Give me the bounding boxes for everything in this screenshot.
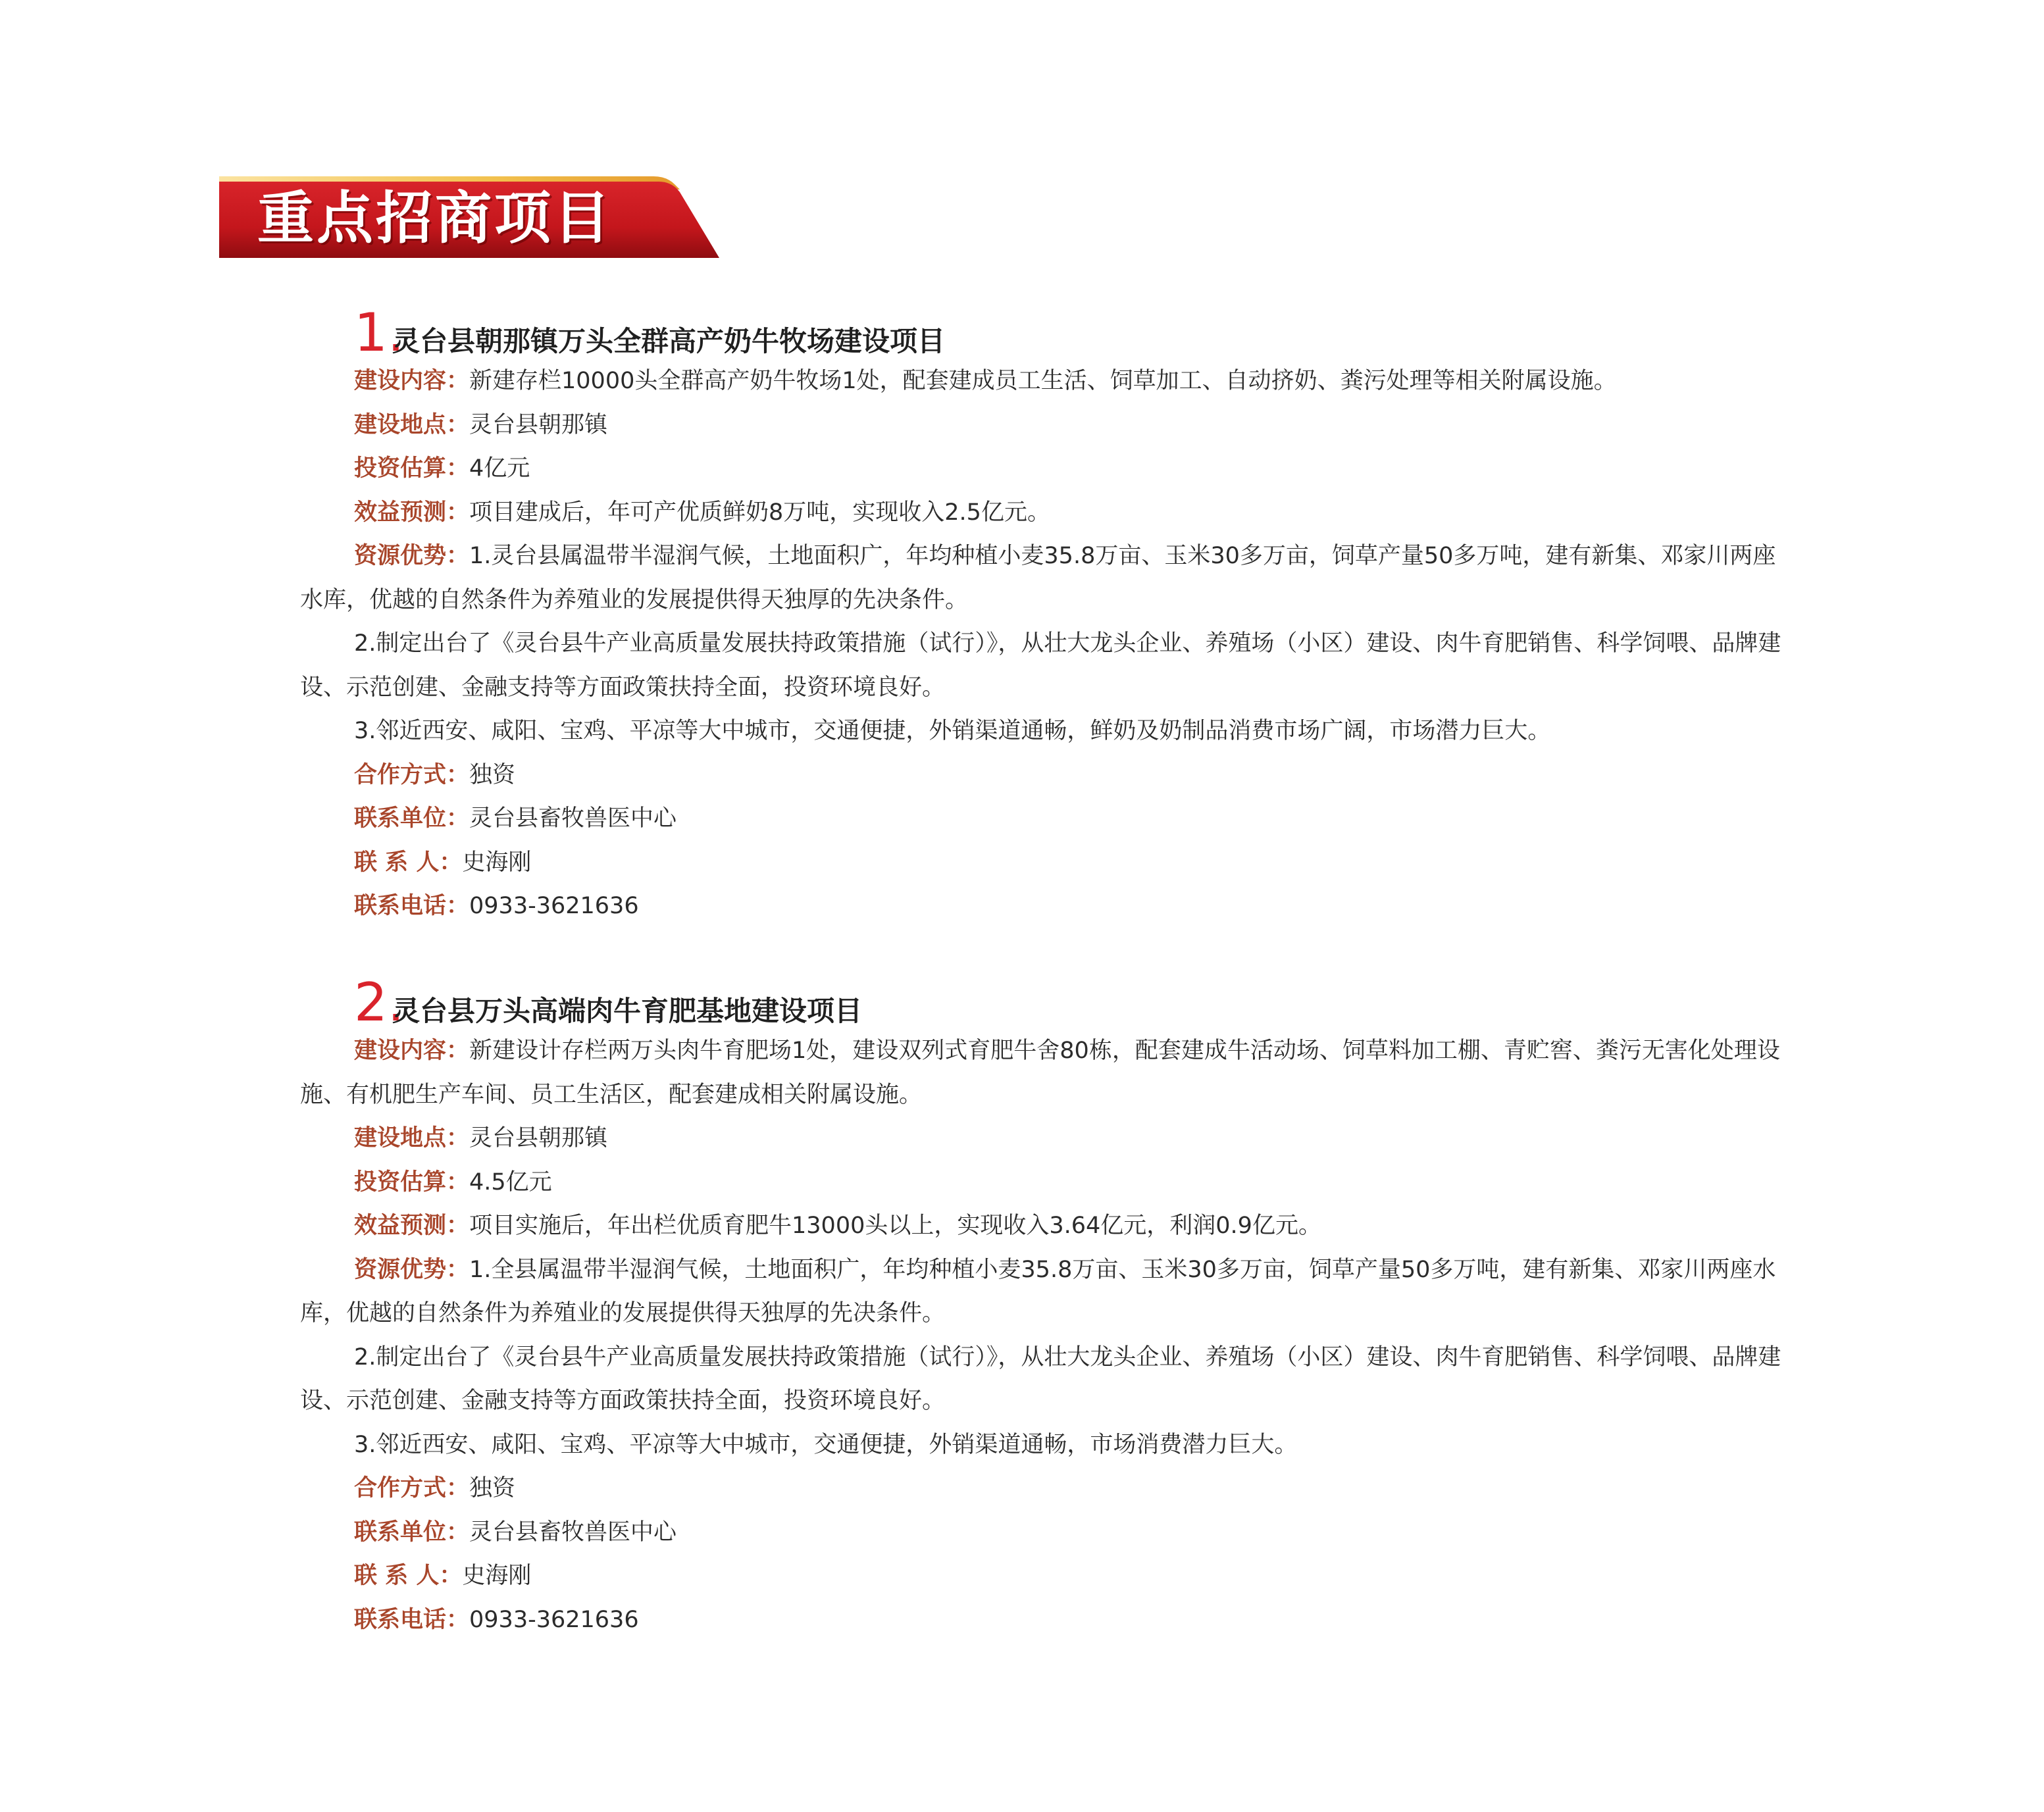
cooperation-label: 合作方式：: [354, 761, 470, 788]
cooperation-value: 独资: [469, 1475, 516, 1501]
phone-row: [300, 884, 1787, 928]
location-label: 建设地点：: [354, 1125, 470, 1151]
content-paragraph: [300, 1029, 1787, 1117]
benefit-label: 效益预测：: [354, 1213, 470, 1239]
investment-value: 4亿元: [469, 455, 530, 482]
advantage-value-1: 1.灵台县属温带半湿润气候，土地面积广，年均种植小麦35.8万亩、玉米30多万亩，饲草产量50多万吨，建有新集、邓家川两座水库，优越的自然条件为养殖业的发展提供得天独厚的先决条件。: [300, 543, 1776, 613]
investment-label: 投资估算：: [354, 1169, 470, 1195]
benefit-value: 项目建成后，年可产优质鲜奶8万吨，实现收入2.5亿元。: [469, 499, 1050, 526]
phone-value: 0933-3621636: [469, 893, 639, 919]
unit-value: 灵台县畜牧兽医中心: [469, 1519, 677, 1546]
advantage-paragraph-3: 3.邻近西安、咸阳、宝鸡、平凉等大中城市，交通便捷，外销渠道通畅，市场消费潜力巨大。: [354, 1431, 1298, 1458]
advantage-paragraph-1: [300, 534, 1787, 622]
advantage-label: 资源优势：: [354, 543, 470, 569]
phone-row: [300, 1598, 1787, 1642]
cooperation-row: [300, 753, 1787, 797]
location-value: 灵台县朝那镇: [469, 411, 608, 438]
person-label: 联 系 人：: [354, 1563, 463, 1589]
location-row: [300, 403, 1787, 447]
cooperation-label: 合作方式：: [354, 1475, 470, 1501]
section-banner: [219, 176, 722, 258]
project-2: [300, 972, 1787, 1642]
person-row: [300, 1554, 1787, 1598]
project-1: [300, 303, 1787, 928]
unit-label: 联系单位：: [354, 805, 470, 832]
location-row: [300, 1117, 1787, 1161]
person-value: 史海刚: [462, 849, 532, 876]
section-title: 重点招商项目: [257, 186, 613, 251]
content-label: 建设内容：: [354, 368, 470, 394]
advantage-paragraph-2: 2.制定出台了《灵台县牛产业高质量发展扶持政策措施（试行）》，从壮大龙头企业、养殖场（小区）建设、肉牛育肥销售、科学饲喂、品牌建设、示范创建、金融支持等方面政策扶持全面，投资环境良好。: [300, 1344, 1781, 1414]
content-value: 新建设计存栏两万头肉牛育肥场1处，建设双列式育肥牛舍80栋，配套建成牛活动场、饲草料加工棚、青贮窖、粪污无害化处理设施、有机肥生产车间、员工生活区，配套建成相关附属设施。: [300, 1038, 1780, 1108]
person-value: 史海刚: [462, 1563, 532, 1589]
benefit-row: [300, 1204, 1787, 1248]
content-value: 新建存栏10000头全群高产奶牛牧场1处，配套建成员工生活、饲草加工、自动挤奶、粪污处理等相关附属设施。: [469, 368, 1617, 394]
project-name: 灵台县朝那镇万头全群高产奶牛牧场建设项目: [392, 325, 946, 357]
unit-value: 灵台县畜牧兽医中心: [469, 805, 677, 832]
advantage-value-1: 1.全县属温带半湿润气候，土地面积广，年均种植小麦35.8万亩、玉米30多万亩，饲草产量50多万吨，建有新集、邓家川两座水库，优越的自然条件为养殖业的发展提供得天独厚的先决条件。: [300, 1256, 1776, 1326]
location-label: 建设地点：: [354, 411, 470, 438]
investment-label: 投资估算：: [354, 455, 470, 482]
project-name: 灵台县万头高端肉牛育肥基地建设项目: [392, 995, 863, 1027]
unit-label: 联系单位：: [354, 1519, 470, 1546]
unit-row: [300, 797, 1787, 841]
project-title: [354, 972, 1787, 1033]
advantage-paragraph-2: 2.制定出台了《灵台县牛产业高质量发展扶持政策措施（试行）》，从壮大龙头企业、养殖场（小区）建设、肉牛育肥销售、科学饲喂、品牌建设、示范创建、金融支持等方面政策扶持全面，投资环境良好。: [300, 630, 1781, 701]
phone-value: 0933-3621636: [469, 1606, 639, 1633]
advantage-label: 资源优势：: [354, 1256, 470, 1283]
project-title: [354, 302, 1787, 363]
investment-value: 4.5亿元: [469, 1169, 552, 1195]
investment-row: [300, 447, 1787, 491]
project-number: 1.: [354, 302, 405, 363]
project-number: 2.: [354, 972, 405, 1033]
phone-label: 联系电话：: [354, 893, 470, 919]
unit-row: [300, 1511, 1787, 1555]
cooperation-row: [300, 1467, 1787, 1511]
content-row: [300, 359, 1787, 403]
person-label: 联 系 人：: [354, 849, 463, 876]
phone-label: 联系电话：: [354, 1606, 470, 1633]
benefit-value: 项目实施后，年出栏优质育肥牛13000头以上，实现收入3.64亿元，利润0.9亿元。: [469, 1213, 1321, 1239]
investment-row: [300, 1161, 1787, 1205]
benefit-label: 效益预测：: [354, 499, 470, 526]
location-value: 灵台县朝那镇: [469, 1125, 608, 1151]
advantage-paragraph-3: 3.邻近西安、咸阳、宝鸡、平凉等大中城市，交通便捷，外销渠道通畅，鲜奶及奶制品消费市场广阔，市场潜力巨大。: [354, 718, 1551, 744]
advantage-paragraph-1: [300, 1248, 1787, 1336]
benefit-row: [300, 491, 1787, 535]
content-label: 建设内容：: [354, 1038, 470, 1064]
person-row: [300, 841, 1787, 885]
cooperation-value: 独资: [469, 761, 516, 788]
